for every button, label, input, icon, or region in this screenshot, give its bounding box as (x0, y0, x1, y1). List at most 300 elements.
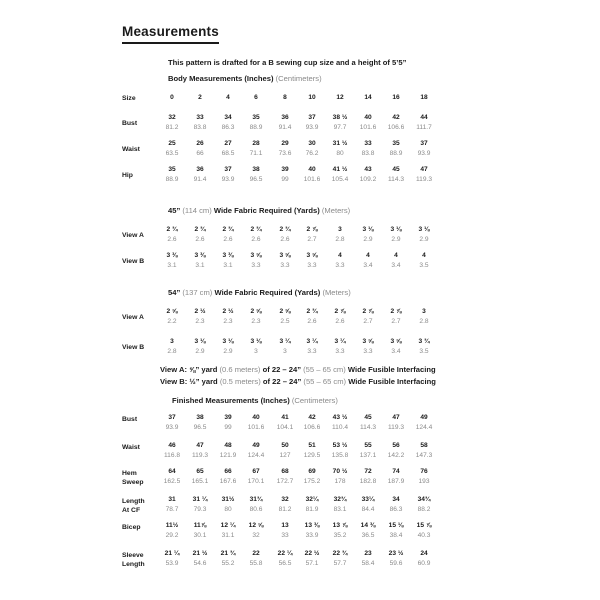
body-cm-value: 99 (281, 176, 289, 183)
fabric-54-meter: 3 (254, 348, 258, 355)
finished-cm-value: 127 (279, 452, 291, 459)
finished-inch-value: 40 (252, 414, 260, 421)
fabric-54-meter: 2.6 (307, 318, 317, 325)
body-cm-value: 96.5 (249, 176, 263, 183)
finished-cm-value: 93.9 (165, 424, 179, 431)
body-inch-value: 39 (281, 166, 289, 173)
body-cm-value: 88.9 (389, 150, 403, 157)
fabric-54-meter: 3.4 (391, 348, 401, 355)
fabric-45-meter: 2.6 (167, 236, 177, 243)
finished-inch-value: 15 ⅞ (416, 522, 432, 529)
fabric-45-yard: 4 (394, 252, 398, 259)
finished-cm-value: 170.1 (247, 478, 265, 485)
fabric-54-yard: 2 ⅞ (390, 308, 402, 315)
finished-cm-value: 119.3 (191, 452, 208, 459)
finished-cm-value: 53.9 (165, 560, 179, 567)
finished-cm-value: 119.3 (387, 424, 404, 431)
interfacing-b-meters: (0.5 meters) (219, 377, 261, 386)
fabric-54-yard: 2 ½ (222, 308, 234, 315)
fabric-45-meter: 2.8 (335, 236, 345, 243)
finished-cm-value: 83.1 (333, 506, 347, 513)
fabric-54-yard: 2 ⅞ (362, 308, 374, 315)
fabric-45-meter: 2.7 (307, 236, 317, 243)
fabric-54-meter: 3 (283, 348, 287, 355)
fabric-54-meter: 3.3 (335, 348, 345, 355)
body-cm-value: 88.9 (249, 124, 263, 131)
finished-cm-value: 35.2 (333, 532, 347, 539)
finished-row-label: Bust (122, 416, 138, 423)
finished-inch-value: 69 (308, 468, 316, 475)
fabric-45-yard: 3 ⅛ (418, 226, 430, 233)
body-inch-value: 34 (224, 114, 232, 121)
finished-cm-value: 78.7 (165, 506, 179, 513)
pattern-intro (168, 58, 406, 68)
body-cm-value: 93.9 (417, 150, 431, 157)
finished-inch-value: 39 (224, 414, 232, 421)
finished-inch-value: 31 ¼ (192, 496, 208, 503)
finished-inch-value: 34¾ (417, 496, 431, 503)
fabric-45-yard: 2 ¾ (166, 226, 178, 233)
finished-inch-value: 66 (224, 468, 232, 475)
size-value: 2 (198, 94, 202, 101)
fabric-45-yard: 3 ⅛ (390, 226, 402, 233)
finished-heading-main: Finished Measurements (Inches) (172, 396, 290, 405)
fabric-45-meter: 2.6 (280, 236, 290, 243)
fabric-45-yard: 3 (338, 226, 342, 233)
finished-cm-value: 162.5 (163, 478, 181, 485)
finished-inch-value: 41 (281, 414, 289, 421)
fabric-45-meter: 3.3 (251, 262, 261, 269)
fabric-54-yard: 2 ½ (194, 308, 206, 315)
fabric-45-yard: 3 ⅛ (362, 226, 374, 233)
body-inch-value: 31 ½ (332, 140, 348, 147)
fabric-45-yard: 3 ⅝ (306, 252, 318, 259)
fabric-45-yard: 2 ¾ (222, 226, 234, 233)
body-cm-value: 114.3 (387, 176, 404, 183)
body-inch-value: 35 (168, 166, 176, 173)
body-inch-value: 38 ½ (332, 114, 348, 121)
body-cm-value: 80 (336, 150, 344, 157)
finished-inch-value: 13 (281, 522, 289, 529)
finished-cm-value: 147.3 (415, 452, 433, 459)
body-inch-value: 33 (364, 140, 372, 147)
finished-inch-value: 50 (281, 442, 289, 449)
body-cm-value: 88.9 (165, 176, 179, 183)
body-cm-value: 76.2 (305, 150, 319, 157)
interfacing-view-b (160, 377, 436, 387)
fabric-54-yard: 3 ¼ (306, 338, 318, 345)
body-inch-value: 40 (308, 166, 316, 173)
body-cm-value: 105.4 (331, 176, 349, 183)
finished-inch-value: 21 ¼ (164, 550, 180, 557)
fabric-54-meter: 2.3 (223, 318, 233, 325)
fabric-54-yard: 3 ⅛ (222, 338, 234, 345)
finished-cm-value: 124.4 (415, 424, 433, 431)
finished-inch-value: 24 (420, 550, 428, 557)
finished-cm-value: 175.2 (303, 478, 321, 485)
body-inch-value: 28 (252, 140, 260, 147)
interfacing-a-type: Wide Fusible Interfacing (347, 365, 436, 374)
body-cm-value: 101.6 (303, 176, 321, 183)
fabric-54-yard: 3 ¼ (279, 338, 291, 345)
finished-inch-value: 68 (281, 468, 289, 475)
body-cm-value: 111.7 (416, 124, 432, 131)
finished-row-label: Waist (122, 444, 140, 451)
finished-cm-value: 57.7 (333, 560, 347, 567)
body-cm-value: 91.4 (278, 124, 292, 131)
size-value: 18 (420, 94, 428, 101)
finished-cm-value: 54.6 (193, 560, 207, 567)
finished-inch-value: 55 (364, 442, 372, 449)
fabric-54-yard: 3 ⅛ (194, 338, 206, 345)
interfacing-b-width: of 22 – 24” (262, 377, 302, 386)
body-inch-value: 35 (392, 140, 400, 147)
body-cm-value: 86.3 (221, 124, 235, 131)
finished-measurements-heading (172, 396, 338, 406)
body-cm-value: 71.1 (249, 150, 263, 157)
body-inch-value: 36 (281, 114, 289, 121)
finished-cm-value: 96.5 (193, 424, 207, 431)
finished-inch-value: 32¼ (305, 496, 319, 503)
finished-inch-value: 58 (420, 442, 428, 449)
body-heading-main: Body Measurements (Inches) (168, 74, 274, 83)
body-inch-value: 26 (196, 140, 204, 147)
body-cm-value: 68.5 (221, 150, 235, 157)
finished-cm-value: 57.1 (305, 560, 319, 567)
finished-cm-value: 79.3 (193, 506, 207, 513)
size-value: 14 (364, 94, 372, 101)
fabric-45-meter: 2.6 (223, 236, 233, 243)
finished-cm-value: 29.2 (165, 532, 179, 539)
fabric-54-meter: 2.7 (391, 318, 401, 325)
fabric-45-meter: 3.3 (307, 262, 317, 269)
fabric-45-meter: 2.9 (363, 236, 373, 243)
fabric-45-sub: (Meters) (321, 206, 351, 215)
fabric-45-yard: 3 ⅝ (250, 252, 262, 259)
body-inch-value: 32 (168, 114, 176, 121)
finished-row-label: Hem Sweep (122, 470, 144, 486)
finished-inch-value: 74 (392, 468, 400, 475)
finished-cm-value: 80 (224, 506, 232, 513)
fabric-45-meter: 2.6 (251, 236, 261, 243)
fabric-45-yard: 4 (366, 252, 370, 259)
size-value: 16 (392, 94, 400, 101)
finished-cm-value: 33.9 (305, 532, 319, 539)
body-inch-value: 42 (392, 114, 400, 121)
fabric-45-meter: 3.1 (167, 262, 177, 269)
finished-cm-value: 142.2 (387, 452, 405, 459)
finished-inch-value: 32¾ (333, 496, 347, 503)
fabric-45-yard: 2 ¾ (250, 226, 262, 233)
body-inch-value: 30 (308, 140, 316, 147)
finished-cm-value: 106.6 (303, 424, 321, 431)
fabric-54-yard: 3 (422, 308, 426, 315)
finished-cm-value: 30.1 (193, 532, 207, 539)
finished-cm-value: 116.8 (163, 452, 180, 459)
finished-inch-value: 56 (392, 442, 400, 449)
fabric-54-yard: 3 ¼ (334, 338, 346, 345)
finished-cm-value: 32 (252, 532, 260, 539)
body-cm-value: 119.3 (415, 176, 432, 183)
finished-inch-value: 48 (224, 442, 232, 449)
finished-inch-value: 37 (168, 414, 176, 421)
finished-inch-value: 51 (308, 442, 316, 449)
fabric-54-yard: 3 ⅛ (250, 338, 262, 345)
finished-cm-value: 31.1 (221, 532, 235, 539)
fabric-54-width: 54” (168, 288, 181, 297)
finished-cm-value: 167.6 (219, 478, 237, 485)
fabric-54-yard: 3 (170, 338, 174, 345)
body-heading-sub: (Centimeters) (275, 74, 322, 83)
finished-cm-value: 40.3 (417, 532, 431, 539)
fabric-54-meter: 2.2 (167, 318, 177, 325)
fabric-45-meter: 3.1 (195, 262, 205, 269)
finished-cm-value: 36.5 (361, 532, 375, 539)
fabric-54-meter: 2.8 (167, 348, 177, 355)
body-inch-value: 37 (224, 166, 232, 173)
body-inch-value: 38 (252, 166, 260, 173)
body-cm-value: 66 (196, 150, 204, 157)
finished-inch-value: 22 (252, 550, 260, 557)
size-value: 12 (336, 94, 344, 101)
finished-inch-value: 47 (196, 442, 204, 449)
fabric-54-sub: (Meters) (322, 288, 351, 297)
finished-inch-value: 64 (168, 468, 176, 475)
finished-cm-value: 101.6 (247, 424, 265, 431)
fabric-45-title: Wide Fabric Required (Yards) (213, 206, 320, 215)
finished-cm-value: 187.9 (387, 478, 405, 485)
finished-cm-value: 33 (281, 532, 289, 539)
body-inch-value: 45 (392, 166, 400, 173)
finished-inch-value: 22 ¼ (277, 550, 293, 557)
finished-cm-value: 137.1 (359, 452, 377, 459)
fabric-45-row-label: View B (122, 258, 145, 265)
fabric-45-yard: 3 ⅜ (194, 252, 206, 259)
body-inch-value: 33 (196, 114, 204, 121)
fabric-54-row-label: View B (122, 344, 145, 351)
body-inch-value: 29 (281, 140, 289, 147)
body-row-label: Hip (122, 172, 133, 179)
body-inch-value: 25 (168, 140, 176, 147)
body-row-label: Bust (122, 120, 138, 127)
fabric-45-meter: 3.4 (391, 262, 401, 269)
fabric-45-yard: 4 (422, 252, 426, 259)
finished-row-label: Bicep (122, 524, 141, 531)
interfacing-a-meters: (0.6 meters) (219, 365, 261, 374)
finished-cm-value: 38.4 (389, 532, 403, 539)
finished-cm-value: 178 (334, 478, 346, 485)
finished-cm-value: 99 (224, 424, 232, 431)
fabric-54-yard: 3 ¾ (418, 338, 430, 345)
finished-inch-value: 76 (420, 468, 428, 475)
finished-inch-value: 43 ½ (332, 414, 348, 421)
body-cm-value: 106.6 (387, 124, 405, 131)
finished-cm-value: 124.4 (247, 452, 265, 459)
interfacing-b-main: View B: ½” yard (160, 377, 218, 386)
size-value: 8 (283, 94, 287, 101)
fabric-54-yard: 2 ⅝ (166, 308, 178, 315)
body-row-label: Waist (122, 146, 140, 153)
interfacing-b-cm: (55 – 65 cm) (303, 377, 347, 386)
fabric-45-row-label: View A (122, 232, 144, 239)
fabric-54-meter: 2.7 (363, 318, 373, 325)
finished-inch-value: 21 ¾ (220, 550, 236, 557)
fabric-54-title: Wide Fabric Required (Yards) (214, 288, 321, 297)
fabric-54-row-label: View A (122, 314, 144, 321)
finished-cm-value: 80.6 (249, 506, 263, 513)
body-cm-value: 109.2 (359, 176, 377, 183)
interfacing-b-type: Wide Fusible Interfacing (348, 377, 436, 386)
finished-cm-value: 55.2 (221, 560, 235, 567)
fabric-45-yard: 2 ¾ (194, 226, 206, 233)
body-cm-value: 91.4 (193, 176, 207, 183)
fabric-45-meter: 2.9 (419, 236, 429, 243)
body-cm-value: 83.8 (361, 150, 375, 157)
finished-cm-value: 81.2 (278, 506, 292, 513)
finished-cm-value: 55.8 (249, 560, 263, 567)
finished-cm-value: 110.4 (331, 424, 348, 431)
size-label: Size (122, 95, 136, 102)
body-inch-value: 37 (308, 114, 316, 121)
fabric-45-meter: 3.1 (223, 262, 233, 269)
finished-cm-value: 165.1 (191, 478, 209, 485)
fabric-54-meter: 2.8 (419, 318, 429, 325)
finished-cm-value: 56.5 (278, 560, 292, 567)
finished-inch-value: 23 (364, 550, 372, 557)
finished-cm-value: 172.7 (276, 478, 294, 485)
interfacing-a-width: of 22 – 24” (262, 365, 302, 374)
body-inch-value: 27 (224, 140, 232, 147)
finished-cm-value: 88.2 (417, 506, 431, 513)
fabric-54-meter: 3.3 (363, 348, 373, 355)
fabric-45-meter: 3.4 (363, 262, 373, 269)
finished-inch-value: 34 (392, 496, 400, 503)
finished-inch-value: 67 (252, 468, 260, 475)
fabric-45-heading (168, 206, 350, 216)
finished-inch-value: 65 (196, 468, 204, 475)
finished-inch-value: 70 ½ (332, 468, 348, 475)
finished-inch-value: 49 (420, 414, 428, 421)
finished-cm-value: 84.4 (361, 506, 375, 513)
fabric-54-yard: 2 ⅝ (250, 308, 262, 315)
body-inch-value: 36 (196, 166, 204, 173)
fabric-45-meter: 3.3 (335, 262, 345, 269)
finished-inch-value: 32 (281, 496, 289, 503)
body-inch-value: 44 (420, 114, 428, 121)
body-cm-value: 97.7 (333, 124, 347, 131)
finished-inch-value: 47 (392, 414, 400, 421)
size-value: 4 (226, 94, 230, 101)
fabric-54-meter: 3.5 (419, 348, 429, 355)
fabric-54-yard: 3 ⅝ (390, 338, 402, 345)
pattern-intro-text: This pattern is drafted for a B sewing cup size and a height of 5’5” (168, 58, 407, 67)
interfacing-a-cm: (55 – 65 cm) (303, 365, 346, 374)
body-cm-value: 63.5 (165, 150, 179, 157)
finished-inch-value: 42 (308, 414, 316, 421)
finished-cm-value: 58.4 (361, 560, 375, 567)
finished-inch-value: 72 (364, 468, 372, 475)
fabric-54-yard: 3 ⅝ (362, 338, 374, 345)
fabric-45-meter: 3.5 (419, 262, 429, 269)
interfacing-a-main: View A: ⅝” yard (160, 365, 218, 374)
fabric-54-meter: 2.3 (195, 318, 205, 325)
finished-cm-value: 182.8 (359, 478, 377, 485)
finished-inch-value: 46 (168, 442, 176, 449)
finished-inch-value: 53 ½ (332, 442, 348, 449)
finished-cm-value: 193 (418, 478, 430, 485)
finished-inch-value: 13 ⅜ (304, 522, 320, 529)
body-cm-value: 83.8 (193, 124, 207, 131)
finished-inch-value: 11⅞ (193, 522, 207, 529)
fabric-45-yard: 3 ⅜ (166, 252, 178, 259)
finished-inch-value: 12 ⅝ (248, 522, 264, 529)
finished-inch-value: 31¾ (249, 496, 263, 503)
fabric-54-meter: 2.3 (251, 318, 261, 325)
fabric-45-yard: 2 ⅞ (306, 226, 318, 233)
finished-inch-value: 33¼ (361, 496, 375, 503)
finished-inch-value: 15 ⅛ (388, 522, 404, 529)
size-value: 6 (254, 94, 258, 101)
fabric-45-cm: (114 cm) (182, 206, 212, 215)
finished-inch-value: 38 (196, 414, 204, 421)
finished-cm-value: 81.9 (305, 506, 319, 513)
finished-inch-value: 23 ½ (388, 550, 404, 557)
finished-inch-value: 31½ (221, 496, 235, 503)
finished-inch-value: 45 (364, 414, 372, 421)
body-cm-value: 93.9 (305, 124, 319, 131)
body-inch-value: 41 ½ (332, 166, 348, 173)
finished-heading-sub: (Centimeters) (291, 396, 338, 405)
finished-inch-value: 21 ½ (192, 550, 208, 557)
fabric-45-width: 45” (168, 206, 181, 215)
finished-cm-value: 60.9 (417, 560, 431, 567)
body-measurements-heading (168, 74, 322, 84)
finished-row-label: Length At CF (122, 498, 145, 514)
body-inch-value: 47 (420, 166, 428, 173)
size-value: 10 (308, 94, 316, 101)
finished-cm-value: 121.9 (219, 452, 237, 459)
finished-cm-value: 135.8 (331, 452, 349, 459)
finished-inch-value: 49 (252, 442, 260, 449)
fabric-54-meter: 2.9 (195, 348, 205, 355)
body-inch-value: 35 (252, 114, 260, 121)
size-value: 0 (170, 94, 174, 101)
fabric-45-yard: 3 ⅜ (222, 252, 234, 259)
fabric-45-yard: 2 ¾ (279, 226, 291, 233)
finished-inch-value: 12 ¼ (220, 522, 236, 529)
fabric-45-meter: 2.6 (195, 236, 205, 243)
body-inch-value: 43 (364, 166, 372, 173)
finished-cm-value: 104.1 (276, 424, 294, 431)
finished-row-label: Sleeve Length (122, 552, 145, 568)
fabric-45-meter: 3.3 (280, 262, 290, 269)
interfacing-view-a (160, 365, 436, 375)
body-inch-value: 40 (364, 114, 372, 121)
finished-inch-value: 22 ¾ (332, 550, 348, 557)
body-cm-value: 93.9 (221, 176, 235, 183)
fabric-54-cm: (137 cm) (182, 288, 213, 297)
finished-inch-value: 11½ (165, 522, 179, 529)
fabric-45-yard: 3 ⅝ (279, 252, 291, 259)
fabric-54-meter: 2.5 (280, 318, 290, 325)
fabric-45-yard: 4 (338, 252, 342, 259)
fabric-54-meter: 3.3 (307, 348, 317, 355)
body-cm-value: 81.2 (165, 124, 179, 131)
finished-inch-value: 31 (168, 496, 176, 503)
finished-inch-value: 13 ⅞ (332, 522, 348, 529)
page-title: Measurements (122, 24, 219, 44)
fabric-54-meter: 2.9 (223, 348, 233, 355)
